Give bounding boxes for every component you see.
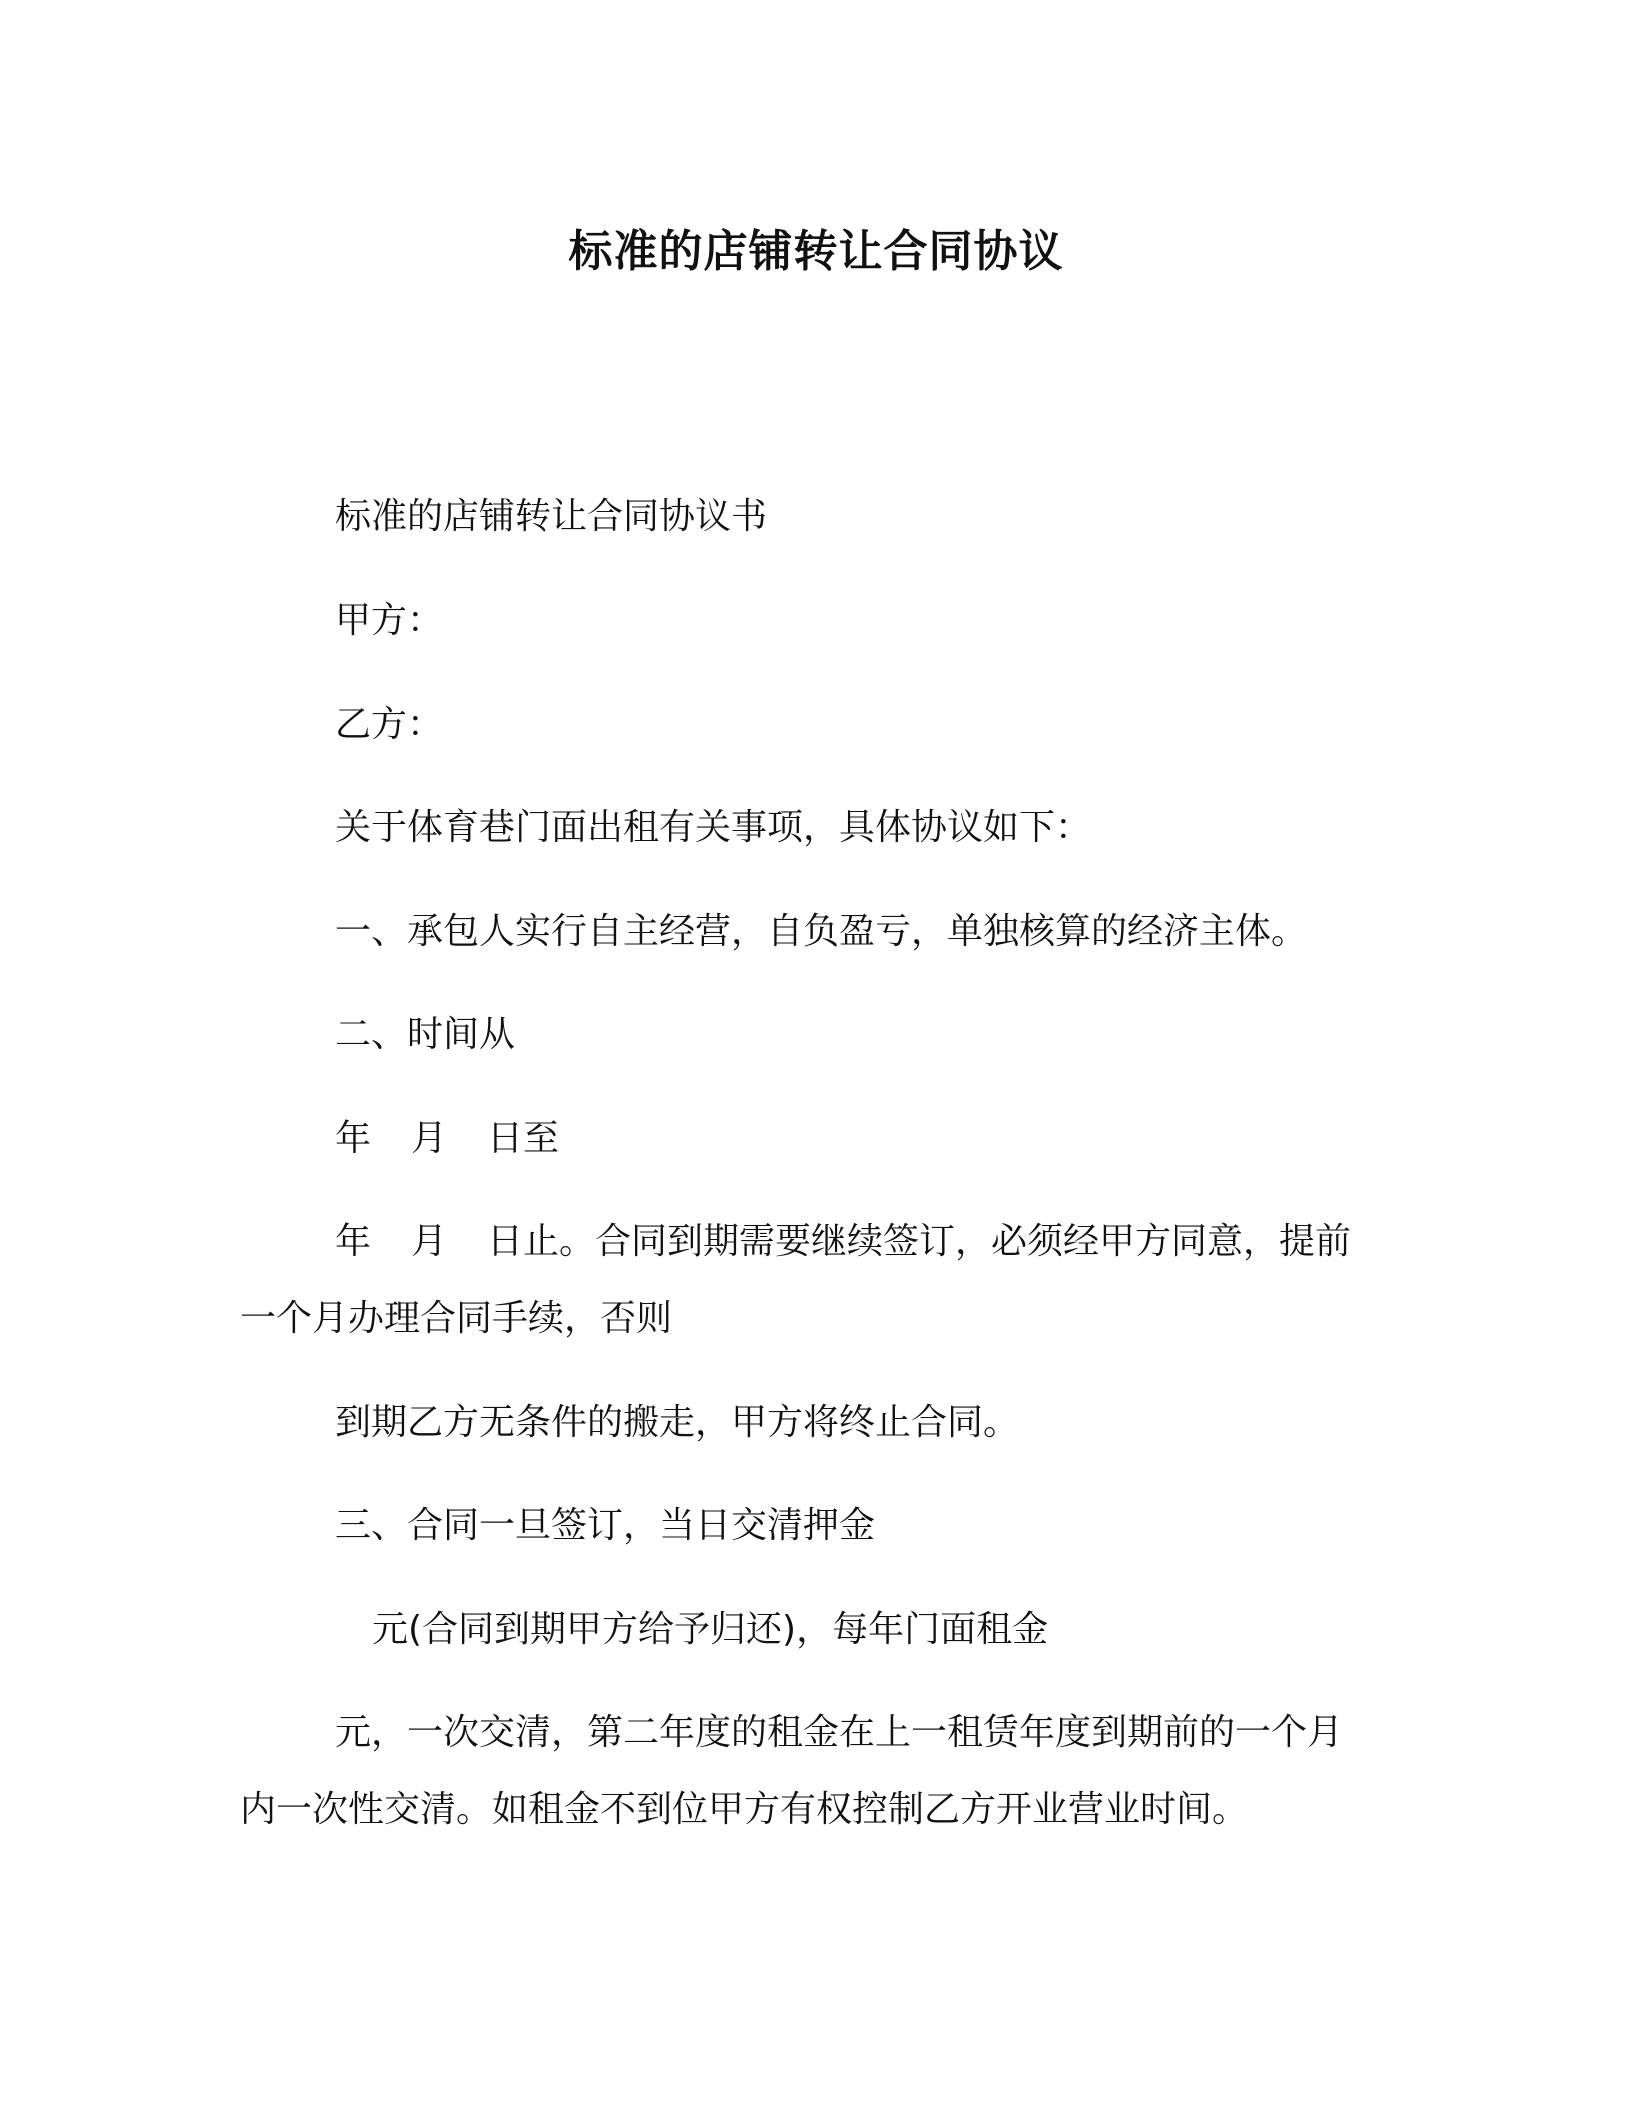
document-subtitle: 标准的店铺转让合同协议书 xyxy=(335,496,768,537)
date-to-line xyxy=(335,1217,1351,1267)
clause-3-deposit: 元(合同到期甲方给予归还)，每年门面租金 xyxy=(372,1609,1049,1650)
date-to-year: 年 xyxy=(335,1221,372,1262)
clause-2-line-3: 到期乙方无条件的搬走，甲方将终止合同。 xyxy=(335,1402,1020,1443)
date-to-month: 月 xyxy=(411,1221,448,1262)
date-from-line xyxy=(335,1114,559,1164)
clause-3-rent-line-2: 内一次性交清。如租金不到位甲方有权控制乙方开业营业时间。 xyxy=(240,1789,1249,1830)
date-from-year: 年 xyxy=(335,1118,372,1159)
clause-2-start: 二、时间从 xyxy=(335,1014,516,1055)
clause-3-rent-line-1: 元，一次交清，第二年度的租金在上一租赁年度到期前的一个月 xyxy=(335,1712,1344,1753)
date-from-month: 月 xyxy=(411,1118,448,1159)
document-title: 标准的店铺转让合同协议 xyxy=(568,226,1064,277)
party-b-label: 乙方： xyxy=(335,704,444,745)
intro-paragraph: 关于体育巷门面出租有关事项，具体协议如下： xyxy=(335,807,1092,848)
clause-2-line-2: 一个月办理合同手续，否则 xyxy=(240,1298,673,1339)
date-to-day-rest: 日止。合同到期需要继续签订，必须经甲方同意，提前 xyxy=(487,1221,1352,1262)
clause-3-start: 三、合同一旦签订，当日交清押金 xyxy=(335,1505,876,1546)
clause-1: 一、承包人实行自主经营，自负盈亏，单独核算的经济主体。 xyxy=(335,911,1308,952)
party-a-label: 甲方： xyxy=(335,600,444,641)
date-from-day: 日至 xyxy=(487,1118,560,1159)
